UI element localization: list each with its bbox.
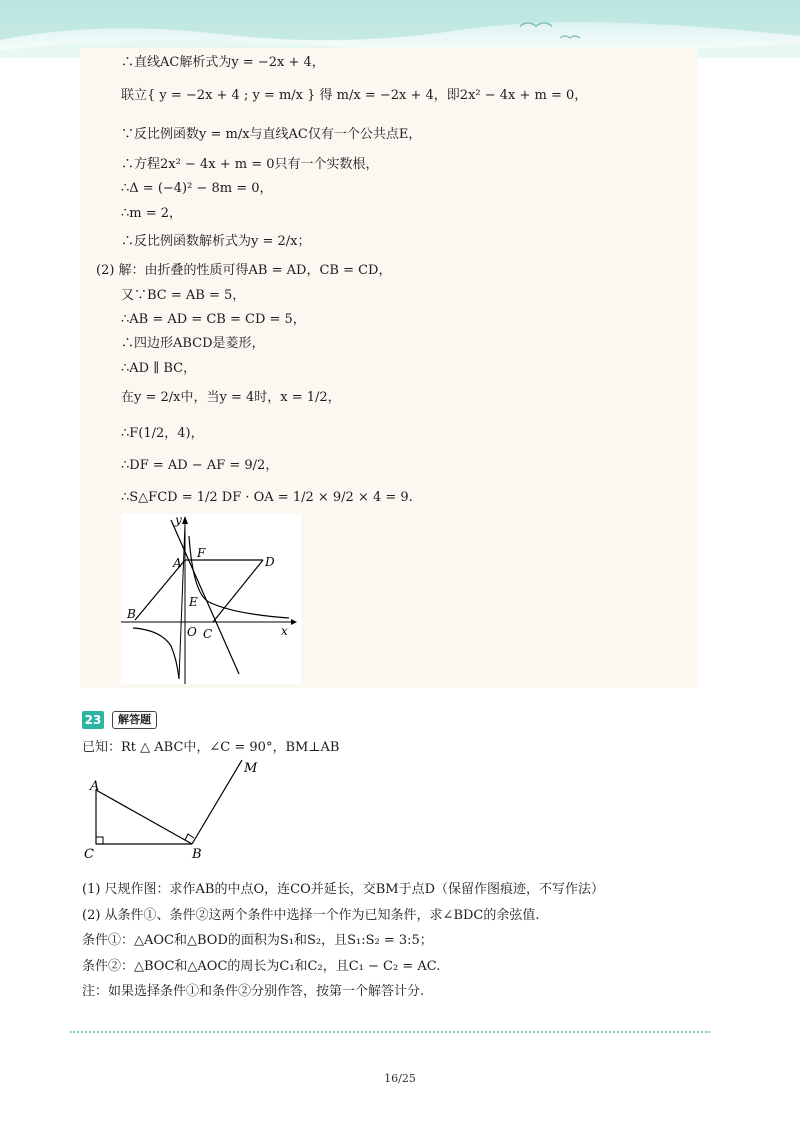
- graph-label-F: F: [197, 546, 206, 560]
- graph-label-y: y: [175, 514, 182, 527]
- graph-label-E: E: [189, 595, 198, 609]
- solution-line: ∴AB = AD = CB = CD = 5，: [121, 312, 306, 327]
- page-number: 16/25: [384, 1072, 416, 1085]
- solution-line: ∴反比例函数解析式为y = 2/x；: [121, 234, 311, 249]
- graph-label-C: C: [203, 627, 213, 641]
- solution-line: ∴方程2x² − 4x + m = 0只有一个实数根，: [121, 157, 379, 172]
- graph-label-O: O: [187, 625, 197, 639]
- solution-line: ∴F(1/2，4)，: [121, 426, 204, 441]
- ray-BM: [192, 760, 242, 844]
- question-part2: (2) 从条件①、条件②这两个条件中选择一个作为已知条件，求∠BDC的余弦值.: [82, 908, 540, 923]
- solution-line: ∴四边形ABCD是菱形，: [121, 336, 265, 351]
- condition-1: 条件①：△AOC和△BOD的面积为S₁和S₂，且S₁:S₂ = 3:5；: [82, 933, 433, 948]
- solution-line: ∵反比例函数y = m/x与直线AC仅有一个公共点E，: [121, 127, 422, 142]
- dotted-divider: [70, 1031, 710, 1033]
- question-type-badge: 解答题: [112, 711, 157, 729]
- solution-line: ∴Δ = (−4)² − 8m = 0，: [121, 181, 273, 196]
- solution-line: ∴AD ∥ BC，: [121, 361, 197, 376]
- solution-line: ∴m = 2，: [121, 206, 183, 221]
- solution-line: ∴DF = AD − AF = 9/2，: [121, 458, 279, 473]
- solution-line: 联立{ y = −2x + 4 ; y = m/x } 得 m/x = −2x + 4，即2x² − 4x + m = 0，: [121, 88, 588, 103]
- right-angle-mark: [185, 834, 194, 840]
- question-part1: (1) 尺规作图：求作AB的中点O，连CO并延长，交BM于点D（保留作图痕迹，不写作法）: [82, 882, 605, 897]
- graph-label-D: D: [265, 555, 275, 569]
- right-angle-mark: [96, 837, 103, 844]
- solution-line: 在y = 2/x中，当y = 4时，x = 1/2，: [121, 390, 341, 405]
- segment-AB: [96, 790, 192, 844]
- coordinate-graph: [121, 514, 301, 684]
- figure-label-M: M: [244, 761, 258, 776]
- figure-label-B: B: [192, 847, 202, 862]
- solution-line: ∴直线AC解析式为y = −2x + 4，: [121, 55, 325, 70]
- triangle-figure: [78, 756, 278, 866]
- question-number-badge: 23: [82, 711, 104, 729]
- solution-line: ∴S△FCD = 1/2 DF · OA = 1/2 × 9/2 × 4 = 9.: [121, 490, 413, 505]
- graph-label-x: x: [281, 624, 288, 638]
- graph-label-A: A: [173, 556, 182, 570]
- solution-line: 又∵BC = AB = 5，: [121, 288, 246, 303]
- question-note: 注：如果选择条件①和条件②分别作答，按第一个解答计分.: [82, 984, 425, 999]
- figure-label-A: A: [90, 779, 100, 794]
- condition-2: 条件②：△BOC和△AOC的周长为C₁和C₂，且C₁ − C₂ = AC.: [82, 959, 441, 974]
- graph-label-B: B: [127, 607, 136, 621]
- question-given: 已知：Rt △ ABC中，∠C = 90°，BM⊥AB: [82, 740, 340, 755]
- figure-label-C: C: [84, 847, 94, 862]
- solution-part2-line: (2) 解：由折叠的性质可得AB = AD，CB = CD，: [96, 263, 392, 278]
